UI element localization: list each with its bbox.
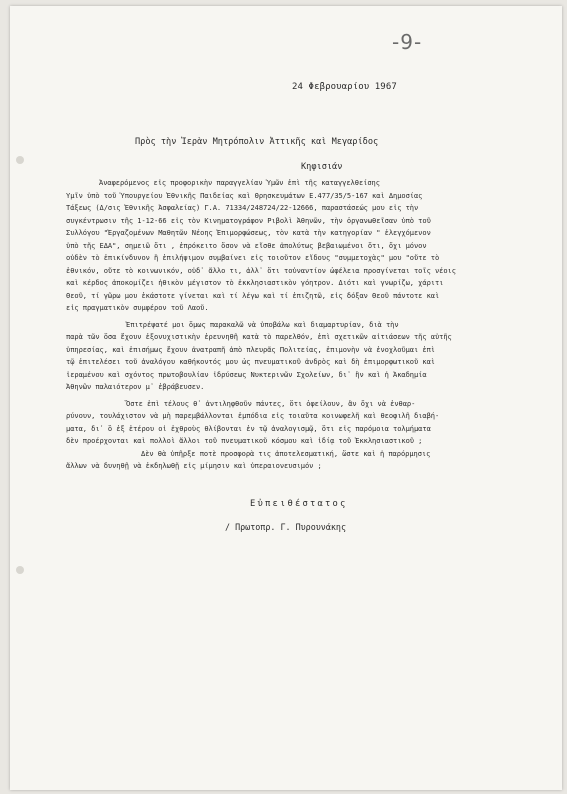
body-line: Συλλόγου "Ἐργαζομένων Μαθητῶν Νέοης Ἐπιμορφώσεως, τὸν κατὰ τὴν κατηγορίαν " ἐλεγχόμενον	[66, 228, 431, 237]
body-line: Θεοῦ, τί γῶρω μου ἑκάστοτε γίνεται καὶ τί λέγω καὶ τί ἐπιζητῶ, εἰς δόξαν Θεοῦ πάντοτε καὶ	[66, 290, 440, 300]
body-line: Ὑμῖν ὑπὸ τοῦ Ὑπουργείου Ἐθνικῆς Παιδείας καὶ Θρησκευμάτων Ε.477/35/5-167 καὶ Δημοσίας	[66, 190, 423, 200]
body-line: ἱεραμένου καὶ σχόντος πρωτοβουλίαν ἱδρύσεως Νυκτερινῶν Σχολείων, δι᾽ ἣν καὶ ἡ Ἀκαδημία	[66, 369, 427, 379]
body-line: ματα, δι᾽ ὃ ἐξ ἑτέρου οἱ ἐχθροὺς θλίβονται ἐν τῷ ἀναλογισμῷ, ὅτι εἰς παρόμοια τολμήματα	[66, 423, 431, 433]
body-line: Δὲν θὰ ὑπῆρξε ποτὲ προσφορὰ τις ἀποτελεσματική, ὥστε καὶ ἡ παρόρμησις	[141, 448, 431, 458]
body-line: δὲν προέρχονται καὶ πολλοὶ ἄλλοι τοῦ πνευματικοῦ κόσμου καὶ ἰδίᾳ τοῦ Ἐκκλησιαστικοῦ ;	[66, 436, 423, 445]
body-line: ἄλλων νὰ δυνηθῇ νὰ ἐκδηλωθῇ εἰς μίμησιν καὶ ὑπεραιονευσιμόν ;	[66, 461, 322, 470]
body-line: Τάξεως (Δ/σις Ἐθνικῆς Ἀσφαλείας) Γ.Α. 71334/248724/22-12666, παραστάσεώς μου εἰς τὴν	[66, 203, 419, 212]
body-line: ρύνουν, τουλάχιστον νὰ μὴ παρεμβάλλονται ἐμπόδια εἰς τοιαῦτα κοινωφελῆ καὶ θεοφιλῆ διαβή-	[66, 411, 440, 420]
signature-line: / Πρωτοπρ. Γ. Πυρουνάκης	[225, 522, 347, 532]
page-number: -9-	[392, 30, 423, 54]
recipient-line: Πρὸς τὴν Ἱερὰν Μητρόπολιν Ἀττικῆς καὶ Μεγαρίδος	[135, 137, 379, 147]
letter-body	[66, 177, 546, 473]
body-line: παρὰ τῶν ὅσα ἔχουν ἐξονυχιστικὴν ἐρευνηθῆ κατὰ τὸ παρελθόν, ἐπὶ σχετικῶν αἰτιάσεων τῆς αὐτῆς	[66, 332, 452, 341]
body-line: ὑπηρεσίας, καὶ ἐπισήμως ἔχουν ἀνατραπῆ ἀπὸ πλευρᾶς Πολιτείας, ἐπιμονὴν νὰ ἐνοχλοῦμαι ἐπὶ	[66, 344, 435, 354]
body-line: ὑπὸ τῆς ΕΔΑ", σημειῶ ὅτι , ἐπρόκειτο ὅσον νὰ εἴσθε ἀπολύτως βεβαιωμένοι ὅτι, ὄχι μόνον	[66, 240, 427, 250]
letter-date: 24 Φεβρουαρίου 1967	[292, 82, 397, 92]
body-line: Ἀθηνῶν παλαιότερον μ᾽ ἐβράβευσεν.	[66, 382, 205, 391]
body-line: καὶ κέρδος ἀποκομίζει ἠθικὸν μέγιστον τὸ ἐκκλησιαστικὸν γόητρον. Διότι καὶ γνωρίζω, χάριτι	[66, 278, 444, 287]
body-line: Ἐπιτρέψατέ μοι ὅμως παρακαλῶ νὰ ὑποβάλω καὶ διαμαρτυρίαν, διὰ τὴν	[126, 319, 399, 329]
body-line: ἐθνικόν, οὔτε τὸ κοινωνικόν, οὐδ᾽ ἄλλο τι, ἀλλ᾽ ὅτι τοὐναντίον ὠφέλεια προσγίνεται τοῖς νέοις	[66, 265, 456, 275]
body-line: Ὅστε ἐπὶ τέλους θ᾽ ἀντιληφθοῦν πάντες, ὅτι ὀφείλουν, ἂν ὄχι νὰ ἐνθαρ-	[126, 398, 416, 408]
punch-hole	[16, 156, 24, 164]
body-line: τῷ ἐπιτελέσει τοῦ ἀναλόγου καθήκοντός μου ὡς πνευματικοῦ ἀνδρὸς καὶ δὴ ἐπιμορφωτικοῦ καὶ	[66, 357, 435, 366]
body-line: συγκέντρωσιν τῆς 1-12-66 εἰς τὸν Κινηματογράφον Ριβολὶ Ἀθηνῶν, τὴν ὀργανωθεῖσαν ὑπὸ τοῦ	[66, 215, 431, 225]
punch-hole	[16, 566, 24, 574]
closing-salutation: Εὐπειθέστατος	[250, 499, 348, 509]
body-line: Ἀναφερόμενος εἰς προφορικὴν παραγγελίαν Ὑμῶν ἐπὶ τῆς καταγγελθείσης	[99, 178, 380, 187]
recipient-place: Κηφισιάν	[301, 162, 343, 172]
body-line: οὐδὲν τὸ ἐπικίνδυνον ἢ ἐπιλήψιμον συμβαίνει εἰς τοιοῦτον εἴδους "συμμετοχὰς" μου "οὔτε τὸ	[66, 253, 440, 262]
body-line: εἰς πραγματικὸν συμφέρον τοῦ Λαοῦ.	[66, 303, 209, 312]
